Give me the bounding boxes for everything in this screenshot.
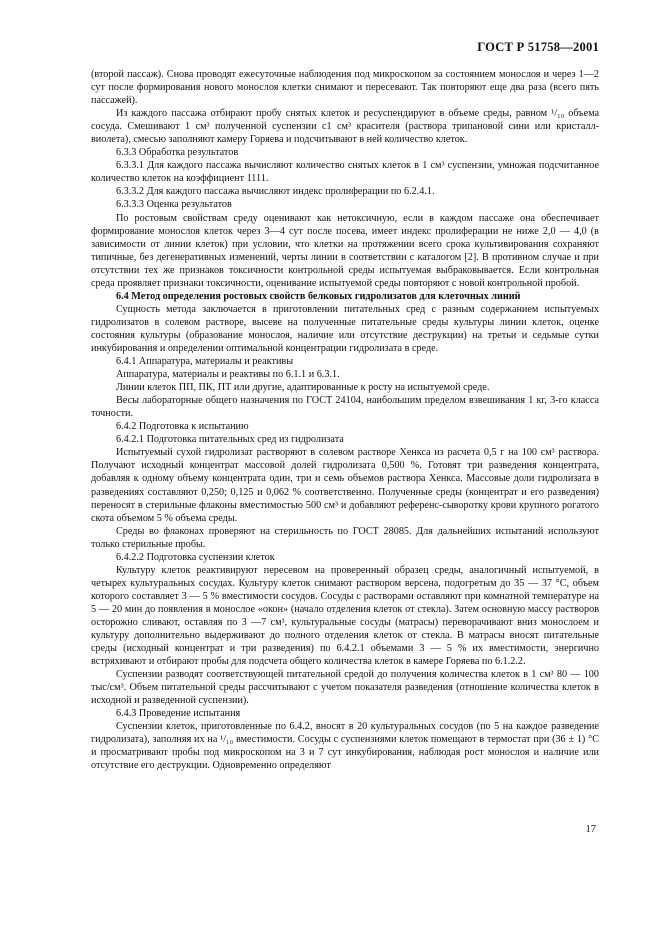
page-number: 17 bbox=[585, 824, 596, 835]
paragraph: Сущность метода заключается в приготовлении питательных сред с разным содержанием испытуемых гидролизатов в солевом растворе, высеве на полученные питательные среды культуры линии клеток, оценке состояния культуры (образование монослоя, наличие или отсутствие деструкции) на третьи и седьмые сутки инкубирования и определении оптимальной концентрации гидролизата в среде. bbox=[91, 303, 599, 354]
paragraph: По ростовым свойствам среду оценивают как нетоксичную, если в каждом пассаже она обеспечивает формирование монослоя клеток через 3—4 сут после посева, имеет индекс пролиферации не ниже 2,0 — 4,0 (в зависимости от линии клеток) при условии, что клетки на протяжении всего срока культивирования сохраняют типичные, без дегенеративных изменений, черты линии в соответствии с каталогом [2]. В противном случае и при отсутствии тех же признаков токсичности контрольной среды испытуемая выбраковывается. Если контрольная среда проявляет признаки токсичности, оценивание испытуемой среды повторяют с новой контрольной пробой. bbox=[91, 212, 599, 289]
paragraph: 6.3.3.1 Для каждого пассажа вычисляют количество снятых клеток в 1 см³ суспензии, умножая подсчитанное количество клеток на коэффициент 1111. bbox=[91, 160, 599, 185]
paragraph: Из каждого пассажа отбирают пробу снятых клеток и ресуспендируют в объеме среды, равном ¹/₁₀ объема сосуда. Смешивают 1 см³ полученной суспензии с1 см³ красителя (раствора трипановой сини или кристалл-виолета), смесью заполняют камеру Горяева и подсчитывают в ней количество клеток. bbox=[91, 108, 599, 146]
paragraph: 6.4.3 Проведение испытания bbox=[116, 708, 241, 720]
paragraph: 6.4.1 Аппаратура, материалы и реактивы bbox=[116, 356, 294, 368]
paragraph: Аппаратура, материалы и реактивы по 6.1.1 и 6.3.1. bbox=[116, 369, 340, 381]
paragraph: Суспензии клеток, приготовленные по 6.4.2, вносят в 20 культуральных сосудов (по 5 на каждое разведение гидролизата), заполняя их на ¹/₁₀ вместимости. Сосуды с суспензиями клеток помещают в термостат при (36 ± 1) °С и просматривают пробы под микроскопом на 3 и 7 сут инкубирования, наблюдая рост монослоя и наличие или отсутствие его деструкции. Одновременно определяют bbox=[91, 721, 599, 772]
paragraph: Весы лабораторные общего назначения по ГОСТ 24104, наибольшим пределом взвешивания 1 кг, 3-го класса точности. bbox=[91, 395, 599, 420]
paragraph: Суспензии разводят соответствующей питательной средой до получения количества клеток в 1 см³ 80 — 100 тыс/см³. Объем питательной среды рассчитывают с учетом показателя разведения (отношение количества клеток в исходной и разведенной суспензии). bbox=[91, 669, 599, 707]
paragraph: (второй пассаж). Снова проводят ежесуточные наблюдения под микроскопом за состоянием монослоя и через 1—2 сут после формирования нового монослоя клетки снимают и пересевают. Так повторяют еще два раза (всего пять пассажей). bbox=[91, 69, 599, 107]
paragraph: 6.3.3 Обработка результатов bbox=[116, 147, 239, 159]
paragraph: Среды во флаконах проверяют на стерильность по ГОСТ 28085. Для дальнейших испытаний используют только стерильные пробы. bbox=[91, 525, 599, 550]
paragraph: 6.4.2 Подготовка к испытанию bbox=[116, 421, 249, 433]
section-heading: 6.4 Метод определения ростовых свойств белковых гидролизатов для клеточных линий bbox=[116, 290, 521, 302]
paragraph: Культуру клеток реактивируют пересевом на проверенный образец среды, аналогичный испытуемой, в четырех культуральных сосудах. Культуру клеток снимают раствором версена, подогретым до 35 — 37 °С, объем которого составляет 3 — 5 % вместимости сосудов. Сосуды с растворами оставляют при комнатной температуре на 5 — 20 мин до появления в монослое «окон» (начало отделения клеток от стекла). Затем основную массу растворов осторожно сливают, оставляя по 3 —7 см³, культуральные сосуды (матрасы) переворачивают вниз монослоем и культуру дополнительно выдерживают до полного отделения клеток от стекла. В матрасы вносят питательные среды (исходный концентрат и три разведения) по 6.4.2.1 объемами 3 — 5 % их вместимости, энергично встряхивают и отбирают пробы для подсчета общего количества клеток в камере Горяева по 6.1.2.2. bbox=[91, 564, 599, 668]
standard-code-header: ГОСТ Р 51758—2001 bbox=[477, 40, 599, 54]
paragraph: Испытуемый сухой гидролизат растворяют в солевом растворе Хенкса из расчета 0,5 г на 100 см³ раствора. Получают исходный концентрат массовой долей гидролизата 0,500 %. Готовят три разведения концентрата, добавляя к одному объему концентрата один, три и семь объемов раствора Хенкса. Массовые доли гидролизата в разведениях составляют 0,250; 0,125 и 0,062 % соответственно. Полученные среды (концентрат и его разведения) переносят в стерильные флаконы вместимостью 500 см³ и добавляют референс-сыворотку крови крупного рогатого скота объемом 5 % объема среды. bbox=[91, 447, 599, 524]
paragraph: 6.3.3.2 Для каждого пассажа вычисляют индекс пролиферации по 6.2.4.1. bbox=[116, 186, 435, 198]
paragraph: 6.3.3.3 Оценка результатов bbox=[116, 199, 232, 211]
paragraph: Линии клеток ПП, ПК, ПТ или другие, адаптированные к росту на испытуемой среде. bbox=[116, 382, 490, 394]
document-body bbox=[91, 68, 599, 773]
paragraph: 6.4.2.2 Подготовка суспензии клеток bbox=[116, 551, 275, 563]
paragraph: 6.4.2.1 Подготовка питательных сред из гидролизата bbox=[116, 434, 344, 446]
